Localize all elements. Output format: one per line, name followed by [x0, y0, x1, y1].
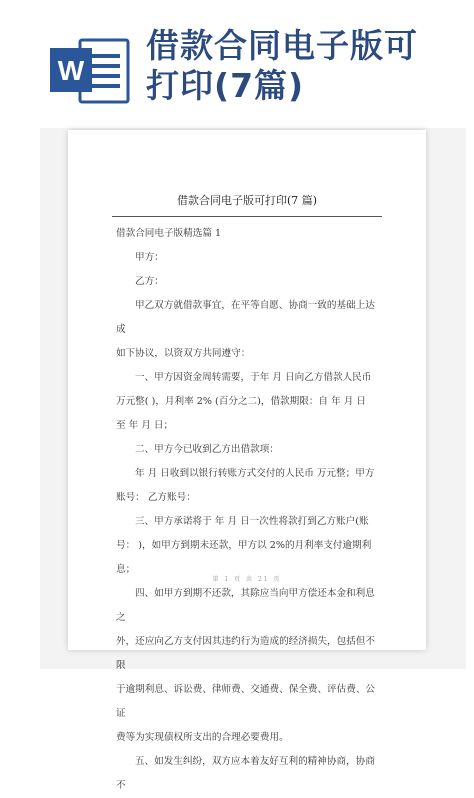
document-page: [68, 130, 426, 791]
party-b-line: 乙方：: [135, 276, 164, 287]
body-line: 年 月 日收到以银行转账方式交付的人民币 万元整；甲方: [135, 468, 375, 479]
word-document-icon: [50, 36, 132, 106]
body-line: 至 年 月 日；: [116, 420, 174, 431]
document-title-line-2: 打印(7篇): [146, 66, 305, 105]
heading-divider: [112, 216, 382, 217]
body-line: 一、甲方因资金周转需要，于年 月 日向乙方借款人民币: [135, 372, 372, 383]
header: [0, 0, 474, 130]
body-line: 费等为实现债权所支出的合理必要费用。: [116, 732, 289, 743]
party-a-line: 甲方：: [135, 252, 164, 263]
body-line: 五、如发生纠纷，双方应本着友好互利的精神协商，协商不: [116, 756, 375, 791]
document-title-line-1: 借款合同电子版可: [146, 26, 418, 65]
word-logo-letter: W: [57, 55, 85, 86]
body-line: 三、甲方承诺将于 年 月 日一次性将款打到乙方账户(账: [135, 516, 369, 527]
page-number-footer: 第 1 页 共 21 页: [212, 576, 282, 583]
page-heading: 借款合同电子版可打印(7 篇): [176, 194, 318, 207]
document-title: [146, 26, 466, 106]
body-line: 外，还应向乙方支付因其违约行为造成的经济损失，包括但不限: [116, 636, 376, 671]
body-line: 万元整( )，月利率 2% (百分之二)，借款期限：自 年 月 日: [116, 396, 366, 407]
body-line: 二、甲方今已收到乙方出借款项：: [135, 444, 279, 455]
body-line: 甲乙双方就借款事宜，在平等自愿、协商一致的基础上达成: [116, 300, 375, 335]
body-line: 号： )，如甲方到期未还款，甲方以 2%的月利率支付逾期利息；: [116, 540, 372, 575]
section-title: 借款合同电子版精选篇 1: [116, 228, 222, 239]
body-line: 如下协议，以资双方共同遵守：: [116, 348, 251, 359]
body-line: 于逾期利息、诉讼费、律师费、交通费、保全费、评估费、公证: [116, 684, 376, 719]
body-line: 账号： 乙方账号：: [116, 492, 196, 503]
body-line: 四、如甲方到期不还款，其除应当向甲方偿还本金和利息之: [116, 588, 375, 623]
document-body: [116, 222, 378, 798]
